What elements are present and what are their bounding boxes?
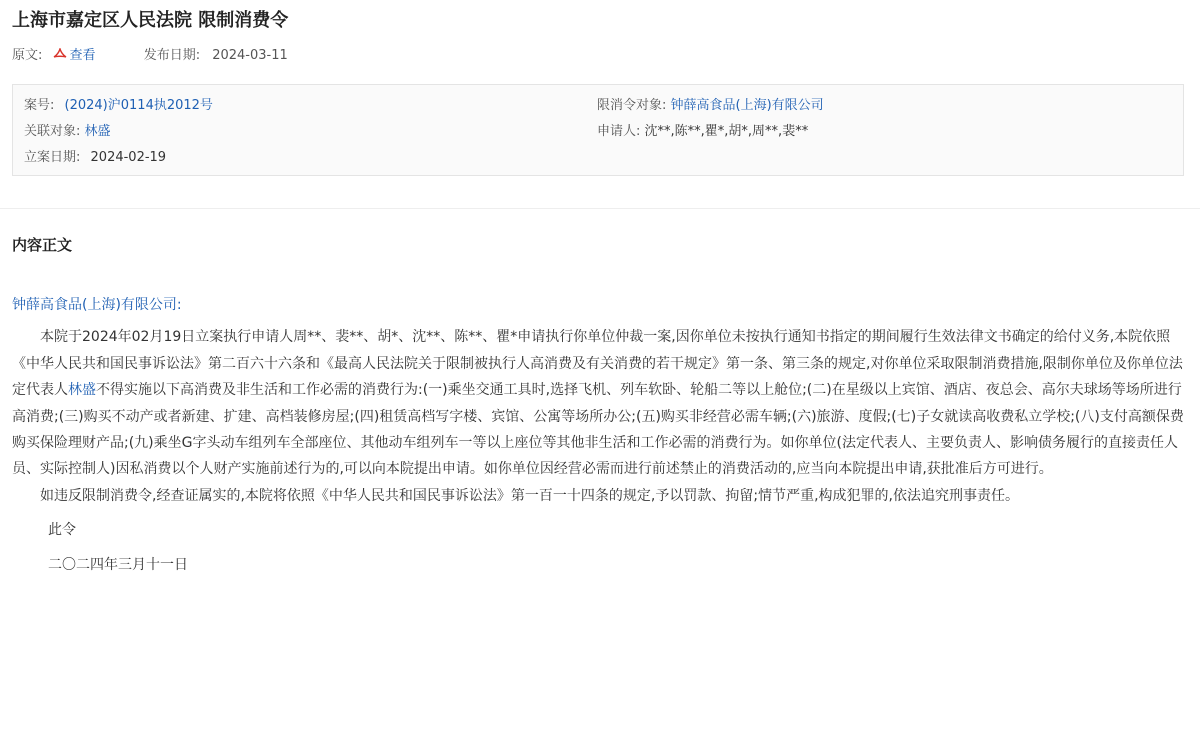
publish-date-label: 发布日期: [143, 48, 201, 63]
applicant-label: 申请人: [597, 124, 641, 139]
filing-date-label: 立案日期: [24, 150, 81, 165]
related-label: 关联对象: [24, 124, 81, 139]
section-divider [0, 208, 1200, 209]
paragraph-1-text-b: 不得实施以下高消费及非生活和工作必需的消费行为:(一)乘坐交通工具时,选择飞机、列车软卧、轮船二等以上舱位;(二)在星级以上宾馆、酒店、夜总会、高尔夫球场等场所进行高消费;(三)购买不动产或者新建、扩建、高档装修房屋;(四)租赁高档写字楼、宾馆、公寓等场所办公;(五)购买非经营必需车辆;(六)旅游、度假;(七)子女就读高收费私立学校;(八)支付高额保费购买保险理财产品;(九)乘坐G字头动车组列车全部座位、其他动车组列车一等以上座位等其他非生活和工作必需的消费行为。如你单位(法定代表人、主要负责人、影响债务履行的直接责任人员、实际控制人)因私消费以个人财产实施前述行为的,可以向本院提出申请。如你单位因经营必需而进行前述禁止的消费活动的,应当向本院提出申请,获批准后方可进行。 [12, 382, 1184, 478]
applicant-row [597, 120, 808, 139]
publish-date-value: 2024-03-11 [212, 48, 288, 63]
target-label: 限消令对象: [597, 98, 667, 113]
case-info-box [12, 84, 1184, 176]
target-row [597, 94, 824, 113]
original-label: 原文: [12, 48, 43, 63]
case-no-link[interactable]: (2024)沪0114执2012号 [64, 98, 213, 113]
case-no-row [24, 94, 213, 113]
document-body [12, 292, 1188, 578]
section-title: 内容正文 [12, 236, 73, 254]
target-link[interactable]: 钟薛高食品(上海)有限公司 [670, 98, 824, 113]
paragraph-1-text-a: 本院于2024年02月19日立案执行申请人周**、裴**、胡*、沈**、陈**、瞿*申请执行你单位仲裁一案,因你单位未按执行通知书指定的期间履行生效法律文书确定的给付义务,本院依照《中华人民共和国民事诉讼法》第二百六十六条和《最高人民法院关于限制被执行人高消费及有关消费的若干规定》第一条、第三条的规定,对你单位采取限制消费措施,限制你单位及你单位法定代表人 [12, 329, 1183, 399]
view-label: 查看 [69, 48, 96, 63]
addressee[interactable]: 钟薛高食品(上海)有限公司: [12, 297, 182, 313]
page-title: 上海市嘉定区人民法院 限制消费令 [12, 10, 289, 31]
signing-date: 二〇二四年三月十一日 [48, 556, 188, 573]
view-original-link[interactable] [53, 48, 100, 63]
body-paragraph-2: 如违反限制消费令,经查证属实的,本院将依照《中华人民共和国民事诉讼法》第一百一十四条的规定,予以罚款、拘留;情节严重,构成犯罪的,依法追究刑事责任。 [40, 487, 1019, 504]
closing-text: 此令 [48, 522, 76, 539]
legal-rep-link[interactable]: 林盛 [68, 382, 96, 399]
pdf-icon [53, 48, 67, 66]
body-paragraph-1 [12, 324, 1188, 482]
filing-date-row [24, 146, 166, 165]
applicant-value: 沈**,陈**,瞿*,胡*,周**,裴** [644, 124, 809, 139]
related-row [24, 120, 111, 139]
filing-date-value: 2024-02-19 [90, 150, 167, 165]
related-link[interactable]: 林盛 [84, 124, 111, 139]
case-no-label: 案号: [24, 98, 55, 113]
doc-meta [12, 44, 288, 66]
